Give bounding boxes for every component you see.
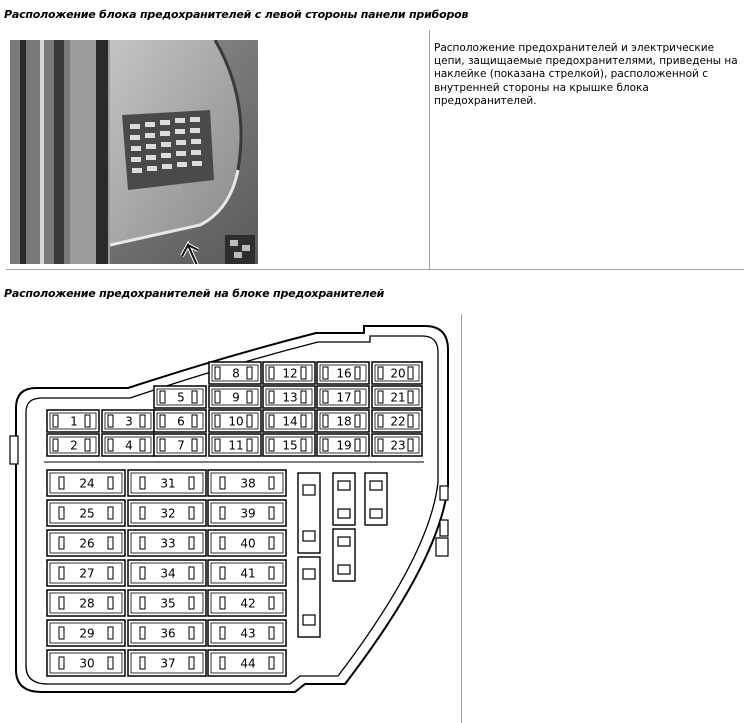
small-fuse-22	[372, 410, 422, 432]
small-fuse-3	[102, 410, 154, 432]
fuse-number: 43	[240, 626, 256, 641]
small-fuse-19	[317, 434, 369, 456]
fuse-number: 15	[282, 438, 298, 453]
large-fuse-42	[208, 590, 286, 616]
fuse-block-diagram	[0, 310, 462, 723]
large-fuse-37	[128, 650, 206, 676]
fuse-number: 17	[336, 390, 352, 405]
fuse-number: 34	[160, 566, 176, 581]
fuse-number: 14	[282, 414, 298, 429]
fuse-number: 12	[282, 366, 298, 381]
fuse-number: 11	[228, 438, 244, 453]
small-fuse-21	[372, 386, 422, 408]
large-fuse-43	[208, 620, 286, 646]
small-fuse-5	[154, 386, 206, 408]
large-fuse-33	[128, 530, 206, 556]
fuse-number: 40	[240, 536, 256, 551]
fuse-number: 2	[70, 438, 78, 453]
large-fuse-30	[47, 650, 125, 676]
fuse-number: 20	[390, 366, 406, 381]
small-fuse-23	[372, 434, 422, 456]
diagram-right-border	[461, 314, 462, 723]
fuse-number: 21	[390, 390, 406, 405]
column-divider	[429, 30, 430, 270]
fuse-number: 16	[336, 366, 352, 381]
fuse-number: 24	[79, 476, 95, 491]
small-fuse-20	[372, 362, 422, 384]
fuse-number: 30	[79, 656, 95, 671]
housing-clip-right-2	[440, 520, 448, 536]
fuse-number: 44	[240, 656, 256, 671]
large-fuse-28	[47, 590, 125, 616]
housing-clip-right-1	[440, 486, 448, 500]
large-fuse-44	[208, 650, 286, 676]
large-fuse-32	[128, 500, 206, 526]
fuse-number: 8	[232, 366, 240, 381]
large-fuse-29	[47, 620, 125, 646]
small-fuse-16	[317, 362, 369, 384]
small-fuse-15	[263, 434, 315, 456]
fuse-number: 6	[177, 414, 185, 429]
fuse-number: 25	[79, 506, 95, 521]
small-fuse-6	[154, 410, 206, 432]
fuse-number: 3	[125, 414, 133, 429]
fuse-number: 4	[125, 438, 133, 453]
small-fuse-11	[209, 434, 261, 456]
large-fuse-25	[47, 500, 125, 526]
small-fuse-17	[317, 386, 369, 408]
heading-fuse-box-location: Расположение блока предохранителей с левой стороны панели приборов	[4, 8, 469, 21]
small-fuse-13	[263, 386, 315, 408]
fuse-number: 41	[240, 566, 256, 581]
heading-fuse-layout: Расположение предохранителей на блоке предохранителей	[4, 287, 385, 300]
small-fuse-10	[209, 410, 261, 432]
large-fuse-24	[47, 470, 125, 496]
fuse-number: 5	[177, 390, 185, 405]
row-divider	[6, 269, 744, 270]
small-fuse-14	[263, 410, 315, 432]
fuse-number: 27	[79, 566, 95, 581]
fuse-number: 19	[336, 438, 352, 453]
fuse-number: 9	[232, 390, 240, 405]
fuse-number: 18	[336, 414, 352, 429]
fuse-number: 29	[79, 626, 95, 641]
fuse-number: 13	[282, 390, 298, 405]
large-fuse-40	[208, 530, 286, 556]
fuse-number: 33	[160, 536, 176, 551]
small-fuse-7	[154, 434, 206, 456]
large-fuse-35	[128, 590, 206, 616]
large-fuse-38	[208, 470, 286, 496]
large-fuse-27	[47, 560, 125, 586]
small-fuse-9	[209, 386, 261, 408]
small-fuse-18	[317, 410, 369, 432]
fuse-number: 26	[79, 536, 95, 551]
small-fuse-1	[47, 410, 99, 432]
fuse-number: 36	[160, 626, 176, 641]
large-fuse-39	[208, 500, 286, 526]
fuse-number: 28	[79, 596, 95, 611]
small-fuse-12	[263, 362, 315, 384]
fuse-number: 23	[390, 438, 406, 453]
large-fuse-41	[208, 560, 286, 586]
relay-slots	[298, 473, 387, 637]
fuse-label-description: Расположение предохранителей и электрические цепи, защищаемые предохранителями, приведены на наклейке (показана стрелкой), расположенной с внутренней стороны на крышке блока предохранителей.	[434, 42, 738, 107]
small-fuse-8	[209, 362, 261, 384]
fuse-number: 42	[240, 596, 256, 611]
fuse-number: 35	[160, 596, 176, 611]
fuse-number: 31	[160, 476, 176, 491]
housing-clip-right-3	[436, 538, 448, 556]
small-fuse-2	[47, 434, 99, 456]
fuse-box-photo	[10, 40, 258, 264]
fuse-number: 22	[390, 414, 406, 429]
fuse-number: 1	[70, 414, 78, 429]
large-fuse-26	[47, 530, 125, 556]
fuse-number: 32	[160, 506, 176, 521]
fuse-number: 7	[177, 438, 185, 453]
large-fuse-31	[128, 470, 206, 496]
fuse-number: 10	[228, 414, 244, 429]
large-fuse-34	[128, 560, 206, 586]
small-fuse-4	[102, 434, 154, 456]
housing-clip-left	[10, 436, 18, 464]
fuse-number: 37	[160, 656, 176, 671]
large-fuse-36	[128, 620, 206, 646]
fuse-number: 39	[240, 506, 256, 521]
fuse-number: 38	[240, 476, 256, 491]
